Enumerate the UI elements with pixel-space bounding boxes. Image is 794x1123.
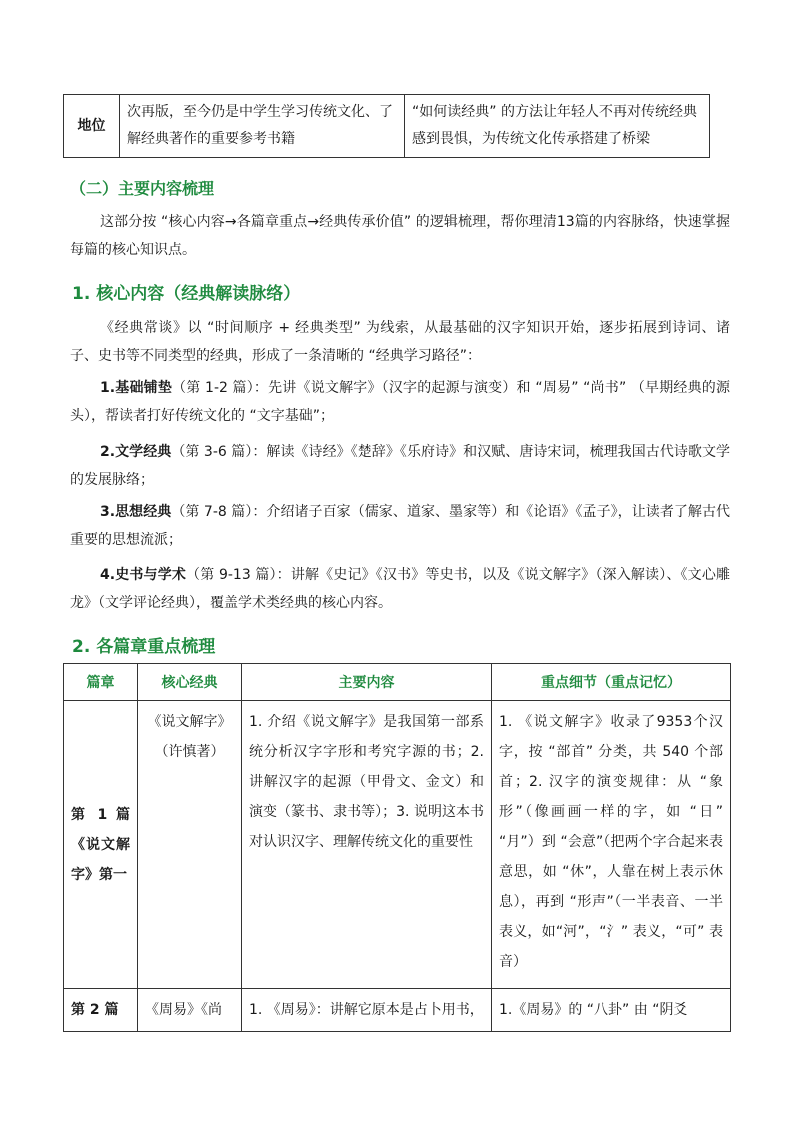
column-header: 主要内容 xyxy=(242,664,492,701)
sub-heading-2: 2. 各篇章重点梳理 xyxy=(72,637,216,657)
details-cell: 1. 《说文解字》收录了9353个汉字，按 “部首” 分类，共 540 个部首；2. 汉字的演变规律：从 “象形”（像画画一样的字，如 “日” “月”）到 “会意”（把两个字合起来表意思，如 “休”，人靠在树上表示休息），再到 “形声”（一半表音、一半表义，如“河”，“氵” 表义，“可” 表音） xyxy=(492,701,731,989)
item-label: 3.思想经典 xyxy=(100,504,172,520)
column-header: 篇章 xyxy=(64,664,138,701)
item-label: 4.史书与学术 xyxy=(100,567,187,583)
list-item xyxy=(70,438,730,494)
list-item xyxy=(70,561,730,617)
item-text: （第 9-13 篇）：讲解《史记》《汉书》等史书，以及《说文解字》（深入解读）、《文心雕龙》（文学评论经典），覆盖学术类经典的核心内容。 xyxy=(70,567,730,611)
column-header: 核心经典 xyxy=(138,664,242,701)
content-cell: 1. 《周易》：讲解它原本是占卜用书， xyxy=(242,989,492,1032)
row-key: 地位 xyxy=(64,95,120,158)
chapter-cell: 第 1 篇《说文解字》第一 xyxy=(64,701,138,989)
item-text: （第 7-8 篇）：介绍诸子百家（儒家、道家、墨家等）和《论语》《孟子》，让读者了解古代重要的思想流派； xyxy=(70,504,731,548)
item-label: 2.文学经典 xyxy=(100,444,172,460)
table-row xyxy=(64,701,731,989)
column-header: 重点细节（重点记忆） xyxy=(492,664,731,701)
list-item xyxy=(70,498,730,554)
classic-cell: 《周易》《尚 xyxy=(138,989,242,1032)
sub-heading-1: 1. 核心内容（经典解读脉络） xyxy=(72,284,301,304)
chapter-table xyxy=(63,663,731,1032)
list-item xyxy=(70,374,730,430)
table-header-row xyxy=(64,664,731,701)
section-heading: （二）主要内容梳理 xyxy=(70,179,215,198)
details-cell: 1.《周易》的 “八卦” 由 “阴爻 xyxy=(492,989,731,1032)
chapter-cell: 第 2 篇 xyxy=(64,989,138,1032)
cell-text: 次再版，至今仍是中学生学习传统文化、了解经典著作的重要参考书籍 xyxy=(120,95,405,158)
item-text: （第 1-2 篇）：先讲《说文解字》（汉字的起源与演变）和 “周易” “尚书” （早期经典的源头），帮读者打好传统文化的 “文字基础”； xyxy=(70,380,730,424)
content-cell: 1. 介绍《说文解字》是我国第一部系统分析汉字字形和考究字源的书；2. 讲解汉字的起源（甲骨文、金文）和演变（篆书、隶书等）；3. 说明这本书对认识汉字、理解传统文化的重要性 xyxy=(242,701,492,989)
table-row xyxy=(64,95,710,158)
top-table xyxy=(63,94,710,158)
cell-text: “如何读经典” 的方法让年轻人不再对传统经典感到畏惧，为传统文化传承搭建了桥梁 xyxy=(405,95,710,158)
core-intro: 《经典常谈》以 “时间顺序 + 经典类型” 为线索，从最基础的汉字知识开始，逐步拓展到诗词、诸子、史书等不同类型的经典，形成了一条清晰的 “经典学习路径”： xyxy=(70,320,730,364)
item-label: 1.基础铺垫 xyxy=(100,380,173,396)
item-text: （第 3-6 篇）：解读《诗经》《楚辞》《乐府诗》和汉赋、唐诗宋词，梳理我国古代诗歌文学的发展脉络； xyxy=(70,444,731,488)
section-intro: 这部分按 “核心内容→各篇章重点→经典传承价值” 的逻辑梳理，帮你理清13篇的内容脉络，快速掌握每篇的核心知识点。 xyxy=(70,214,730,258)
classic-cell: 《说文解字》（许慎著） xyxy=(138,701,242,989)
table-row xyxy=(64,989,731,1032)
